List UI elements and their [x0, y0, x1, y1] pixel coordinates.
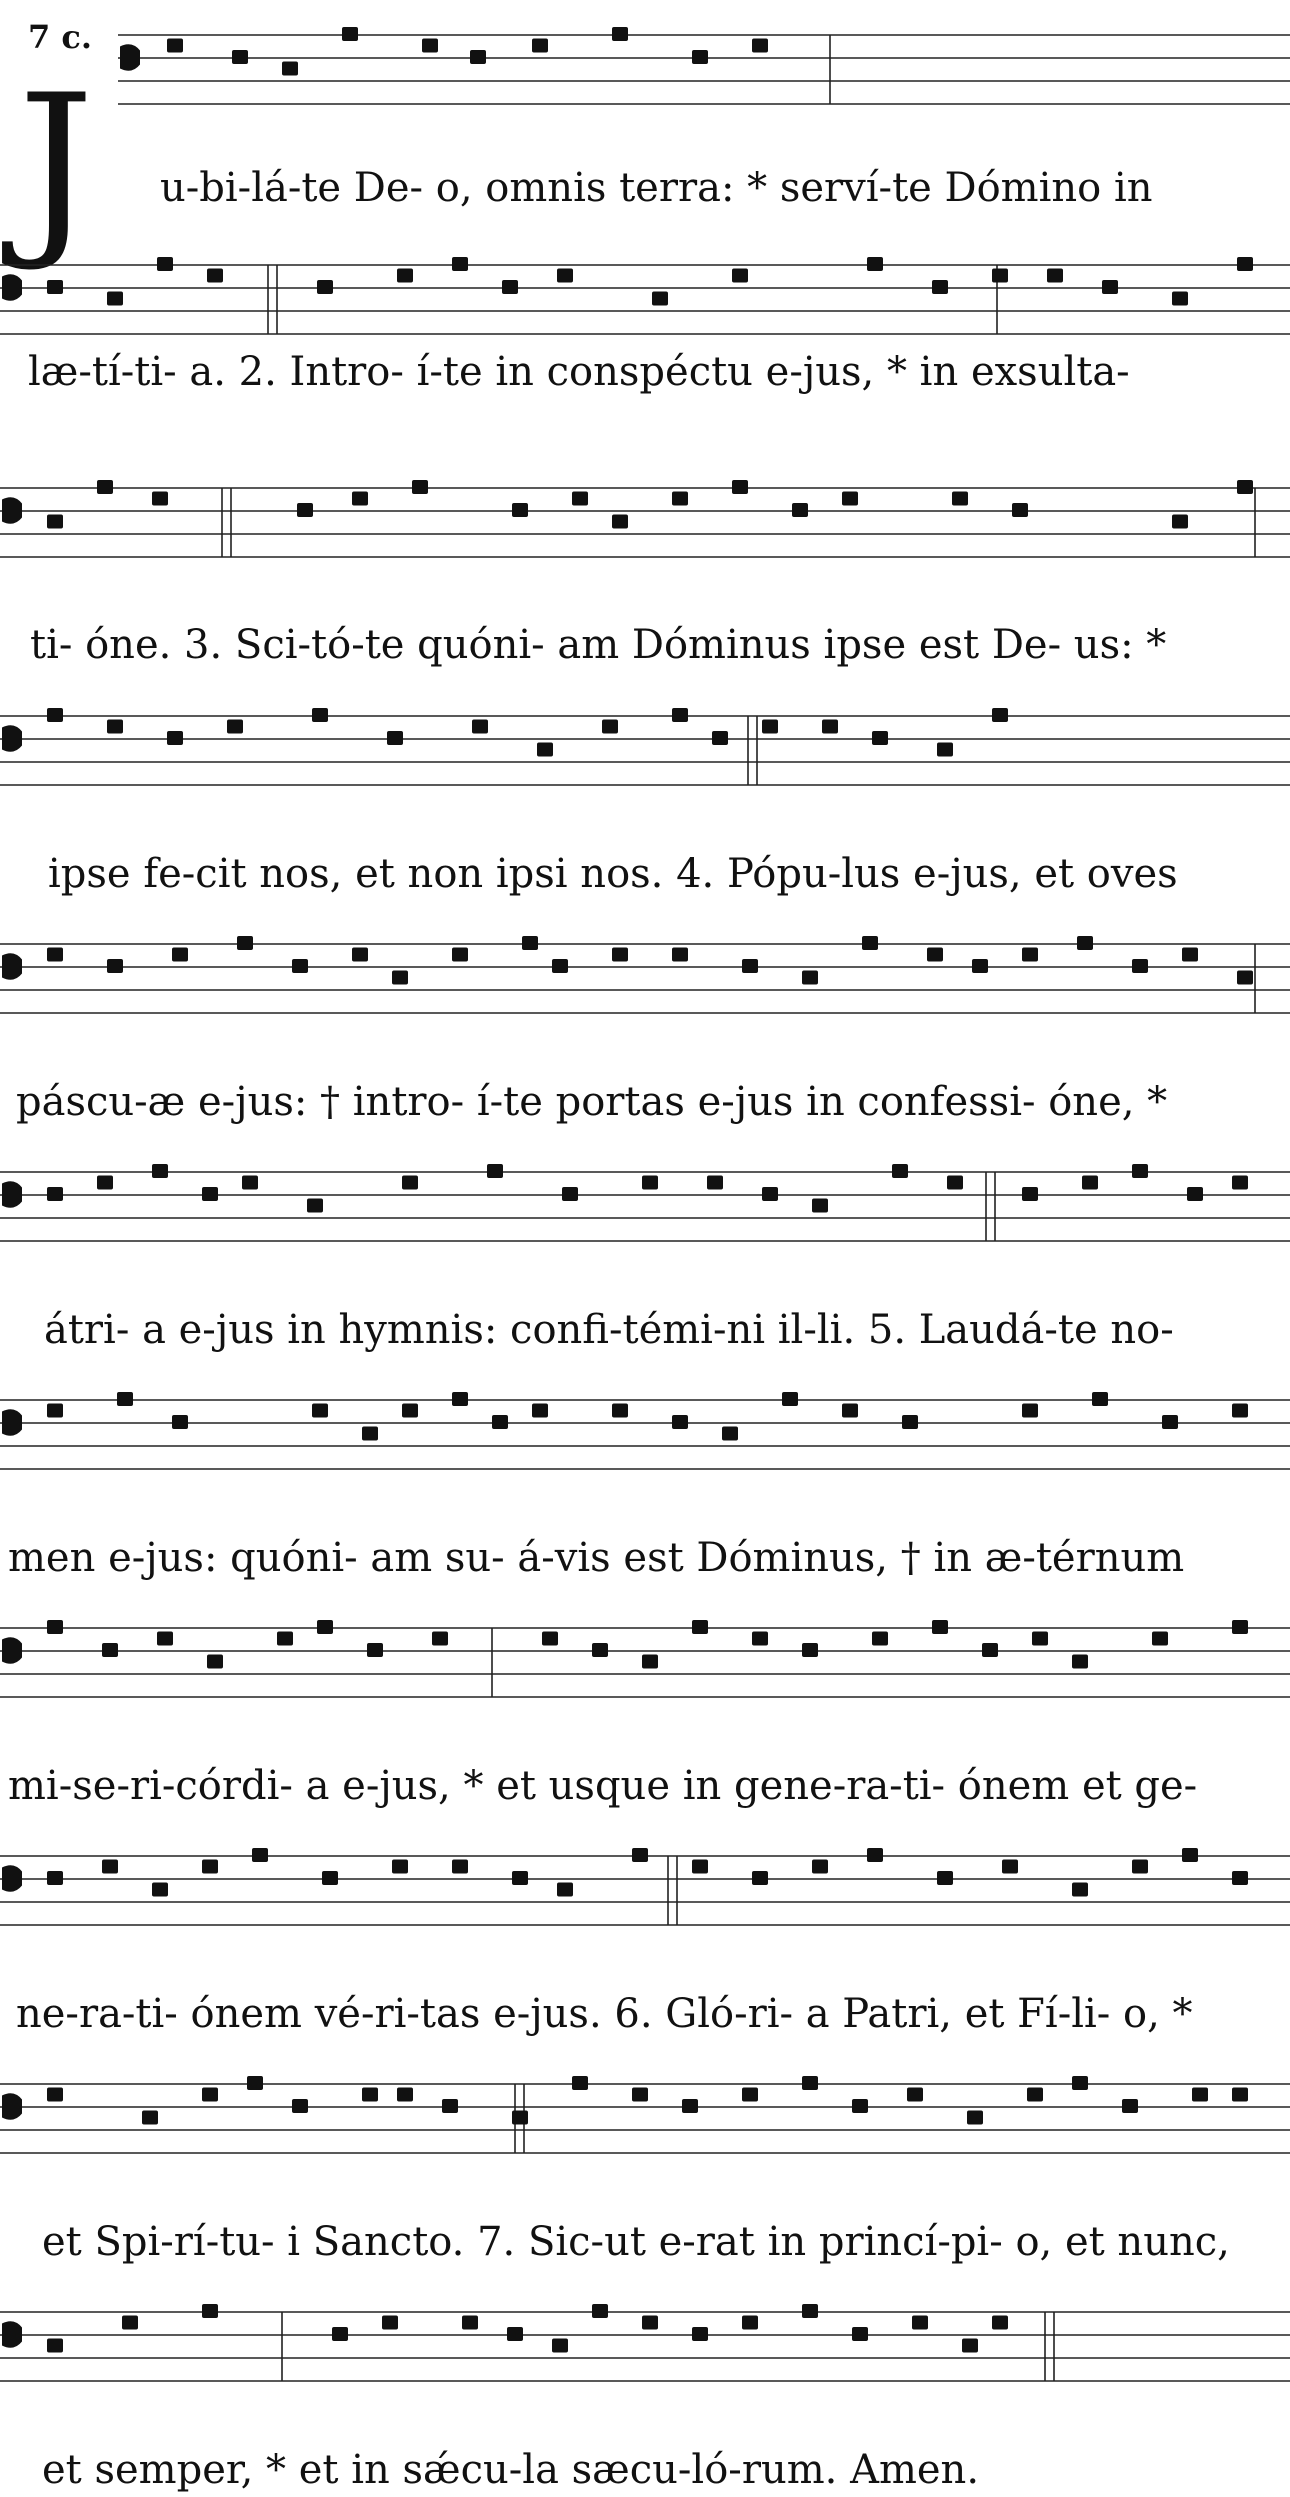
c-clef-icon	[2, 2321, 22, 2348]
neume	[1232, 1176, 1248, 1190]
lyric-line-1: u-bi-lá-te De- o, omnis terra: * serví-te Dómino in	[160, 165, 1153, 211]
neume	[392, 1860, 408, 1874]
lyric-line-4: ipse fe-cit nos, et non ipsi nos. 4. Pópu-lus e-jus, et oves	[48, 851, 1178, 897]
lyric-line-3: ti- óne. 3. Sci-tó-te quóni- am Dóminus ipse est De- us: *	[30, 622, 1167, 668]
neume	[672, 948, 688, 962]
neume	[172, 1415, 188, 1429]
neume	[202, 1187, 218, 1201]
neume	[602, 720, 618, 734]
neume	[572, 492, 588, 506]
neume	[47, 1871, 63, 1885]
neume	[742, 959, 758, 973]
neume	[842, 492, 858, 506]
neume	[552, 2339, 568, 2353]
neume	[1132, 1860, 1148, 1874]
neume	[152, 1883, 168, 1897]
neume	[992, 269, 1008, 283]
lyric-line-10: et Spi-rí-tu- i Sancto. 7. Sic-ut e-rat in princí-pi- o, et nunc,	[42, 2219, 1230, 2265]
neume	[352, 492, 368, 506]
neume	[1047, 269, 1063, 283]
neume	[867, 257, 883, 271]
neume	[297, 503, 313, 517]
neume	[242, 1176, 258, 1190]
neume	[1172, 515, 1188, 529]
neume	[202, 1860, 218, 1874]
neume	[802, 2304, 818, 2318]
neume	[1182, 948, 1198, 962]
neume	[157, 1632, 173, 1646]
neume	[487, 1164, 503, 1178]
neume	[307, 1199, 323, 1213]
neume	[1072, 2076, 1088, 2090]
neume	[732, 269, 748, 283]
neume	[1162, 1415, 1178, 1429]
neume	[762, 1187, 778, 1201]
c-clef-icon	[2, 1409, 22, 1436]
neume	[562, 1187, 578, 1201]
neume	[237, 936, 253, 950]
staff	[0, 1164, 1290, 1241]
neume	[742, 2088, 758, 2102]
neume	[557, 269, 573, 283]
neume	[402, 1176, 418, 1190]
neume	[47, 1187, 63, 1201]
neume	[537, 743, 553, 757]
neume	[852, 2327, 868, 2341]
c-clef-icon	[2, 497, 22, 524]
neume	[642, 2316, 658, 2330]
neume	[642, 1655, 658, 1669]
staff	[118, 27, 1290, 104]
neume	[1232, 1620, 1248, 1634]
neume	[1092, 1392, 1108, 1406]
neume	[102, 1860, 118, 1874]
neume	[782, 1392, 798, 1406]
neume	[1232, 1404, 1248, 1418]
neume	[1022, 1187, 1038, 1201]
staff	[0, 257, 1290, 334]
neume	[1012, 503, 1028, 517]
neume	[452, 1392, 468, 1406]
neume	[47, 1404, 63, 1418]
neume	[1082, 1176, 1098, 1190]
neume	[442, 2099, 458, 2113]
neume	[937, 1871, 953, 1885]
neume	[927, 948, 943, 962]
neume	[672, 708, 688, 722]
neume	[142, 2111, 158, 2125]
neume	[47, 515, 63, 529]
neume	[1102, 280, 1118, 294]
neume	[470, 50, 486, 64]
neume	[502, 280, 518, 294]
lyric-line-7: men e-jus: quóni- am su- á-vis est Dóminus, † in æ-térnum	[8, 1535, 1185, 1581]
neume	[842, 1404, 858, 1418]
neume	[1232, 1871, 1248, 1885]
neume	[402, 1404, 418, 1418]
lyric-line-9: ne-ra-ti- ónem vé-ri-tas e-jus. 6. Gló-ri- a Patri, et Fí-li- o, *	[16, 1991, 1193, 2037]
neume	[1022, 1404, 1038, 1418]
c-clef-icon	[2, 1181, 22, 1208]
neume	[542, 1632, 558, 1646]
neume	[642, 1176, 658, 1190]
neume	[572, 2076, 588, 2090]
neume	[1077, 936, 1093, 950]
neume	[312, 708, 328, 722]
neume	[612, 27, 628, 41]
neume	[907, 2088, 923, 2102]
neume	[202, 2304, 218, 2318]
neume	[362, 1427, 378, 1441]
neume	[1232, 2088, 1248, 2102]
neume	[872, 1632, 888, 1646]
neume	[277, 1632, 293, 1646]
neume	[937, 743, 953, 757]
neume	[47, 2339, 63, 2353]
lyric-line-5: páscu-æ e-jus: † intro- í-te portas e-jus in confessi- óne, *	[16, 1079, 1168, 1125]
neume	[207, 269, 223, 283]
neume	[802, 2076, 818, 2090]
neume	[1187, 1187, 1203, 1201]
neume	[802, 1643, 818, 1657]
neume	[167, 731, 183, 745]
neume	[952, 492, 968, 506]
neume	[152, 1164, 168, 1178]
c-clef-icon	[2, 2093, 22, 2120]
neume	[227, 720, 243, 734]
neume	[557, 1883, 573, 1897]
neume	[312, 1404, 328, 1418]
neume	[207, 1655, 223, 1669]
neume	[107, 959, 123, 973]
neume	[692, 50, 708, 64]
neume	[972, 959, 988, 973]
neume	[452, 257, 468, 271]
neume	[872, 731, 888, 745]
staff	[0, 2076, 1290, 2153]
neume	[1002, 1860, 1018, 1874]
neume	[317, 1620, 333, 1634]
neume	[47, 2088, 63, 2102]
staff	[0, 1620, 1290, 1697]
staff	[0, 1392, 1290, 1469]
mode-label: 7 c.	[28, 18, 93, 56]
neume	[367, 1643, 383, 1657]
neume	[892, 1164, 908, 1178]
lyric-line-11: et semper, * et in sǽcu-la sæcu-ló-rum. Amen.	[42, 2447, 980, 2493]
neume	[352, 948, 368, 962]
staff	[0, 936, 1290, 1013]
neume	[552, 959, 568, 973]
neume	[97, 1176, 113, 1190]
lyric-line-2: læ-tí-ti- a. 2. Intro- í-te in conspéctu e-jus, * in exsulta-	[28, 349, 1130, 395]
neume	[252, 1848, 268, 1862]
neume	[1237, 257, 1253, 271]
neume	[672, 1415, 688, 1429]
neume	[802, 971, 818, 985]
neume	[967, 2111, 983, 2125]
neume	[532, 1404, 548, 1418]
neume	[512, 2111, 528, 2125]
neume	[932, 1620, 948, 1634]
staff	[0, 480, 1290, 557]
neume	[532, 39, 548, 53]
neume	[452, 948, 468, 962]
neume	[512, 503, 528, 517]
neume	[317, 280, 333, 294]
staff	[0, 2304, 1290, 2381]
neume	[232, 50, 248, 64]
neume	[632, 2088, 648, 2102]
neume	[962, 2339, 978, 2353]
c-clef-icon	[2, 274, 22, 301]
c-clef-icon	[2, 1637, 22, 1664]
neume	[47, 1620, 63, 1634]
neume	[762, 720, 778, 734]
neume	[612, 948, 628, 962]
neume	[392, 971, 408, 985]
neume	[902, 1415, 918, 1429]
neume	[1022, 948, 1038, 962]
neume	[107, 292, 123, 306]
neume	[432, 1632, 448, 1646]
neume	[422, 39, 438, 53]
neume	[107, 720, 123, 734]
neume	[742, 2316, 758, 2330]
neume	[722, 1427, 738, 1441]
neume	[47, 280, 63, 294]
neume	[692, 1860, 708, 1874]
neume	[612, 1404, 628, 1418]
neume	[652, 292, 668, 306]
neume	[1172, 292, 1188, 306]
neume	[247, 2076, 263, 2090]
neume	[712, 731, 728, 745]
neume	[867, 1848, 883, 1862]
neume	[1182, 1848, 1198, 1862]
neume	[122, 2316, 138, 2330]
neume	[912, 2316, 928, 2330]
neume	[1132, 959, 1148, 973]
neume	[362, 2088, 378, 2102]
neume	[202, 2088, 218, 2102]
neume	[342, 27, 358, 41]
neume	[1152, 1632, 1168, 1646]
neume	[382, 2316, 398, 2330]
staff	[0, 1848, 1290, 1925]
neume	[282, 62, 298, 76]
neume	[592, 2304, 608, 2318]
c-clef-icon	[2, 725, 22, 752]
neume	[157, 257, 173, 271]
neume	[822, 720, 838, 734]
neume	[47, 708, 63, 722]
neume	[792, 503, 808, 517]
neume	[1237, 971, 1253, 985]
c-clef-icon	[2, 1865, 22, 1892]
neume	[707, 1176, 723, 1190]
neume	[752, 39, 768, 53]
neume	[947, 1176, 963, 1190]
neume	[492, 1415, 508, 1429]
lyric-line-8: mi-se-ri-córdi- a e-jus, * et usque in gene-ra-ti- ónem et ge-	[8, 1763, 1198, 1809]
neume	[472, 720, 488, 734]
neume	[1032, 1632, 1048, 1646]
neume	[992, 2316, 1008, 2330]
neume	[812, 1860, 828, 1874]
neume	[397, 2088, 413, 2102]
neume	[387, 731, 403, 745]
neume	[672, 492, 688, 506]
neume	[292, 2099, 308, 2113]
neume	[1027, 2088, 1043, 2102]
neume	[152, 492, 168, 506]
initial-letter: J	[18, 54, 95, 275]
neume	[862, 936, 878, 950]
neume	[1072, 1655, 1088, 1669]
neume	[332, 2327, 348, 2341]
neume	[117, 1392, 133, 1406]
neume	[1192, 2088, 1208, 2102]
neume	[1237, 480, 1253, 494]
neume	[47, 948, 63, 962]
neume	[632, 1848, 648, 1862]
neume	[172, 948, 188, 962]
neume	[732, 480, 748, 494]
neume	[452, 1860, 468, 1874]
neume	[462, 2316, 478, 2330]
neume	[752, 1871, 768, 1885]
neume	[97, 480, 113, 494]
neume	[1072, 1883, 1088, 1897]
neume	[1132, 1164, 1148, 1178]
neume	[512, 1871, 528, 1885]
c-clef-icon	[2, 953, 22, 980]
neume	[322, 1871, 338, 1885]
neume	[932, 280, 948, 294]
neume	[507, 2327, 523, 2341]
neume	[992, 708, 1008, 722]
neume	[612, 515, 628, 529]
neume	[1122, 2099, 1138, 2113]
lyric-line-6: átri- a e-jus in hymnis: confi-témi-ni il-li. 5. Laudá-te no-	[44, 1307, 1174, 1353]
neume	[692, 1620, 708, 1634]
neume	[982, 1643, 998, 1657]
neume	[682, 2099, 698, 2113]
neume	[167, 39, 183, 53]
neume	[397, 269, 413, 283]
neume	[522, 936, 538, 950]
neume	[412, 480, 428, 494]
neume	[752, 1632, 768, 1646]
staff	[0, 708, 1290, 785]
c-clef-icon	[120, 44, 140, 71]
neume	[812, 1199, 828, 1213]
neume	[102, 1643, 118, 1657]
neume	[852, 2099, 868, 2113]
neume	[692, 2327, 708, 2341]
neume	[592, 1643, 608, 1657]
neume	[292, 959, 308, 973]
